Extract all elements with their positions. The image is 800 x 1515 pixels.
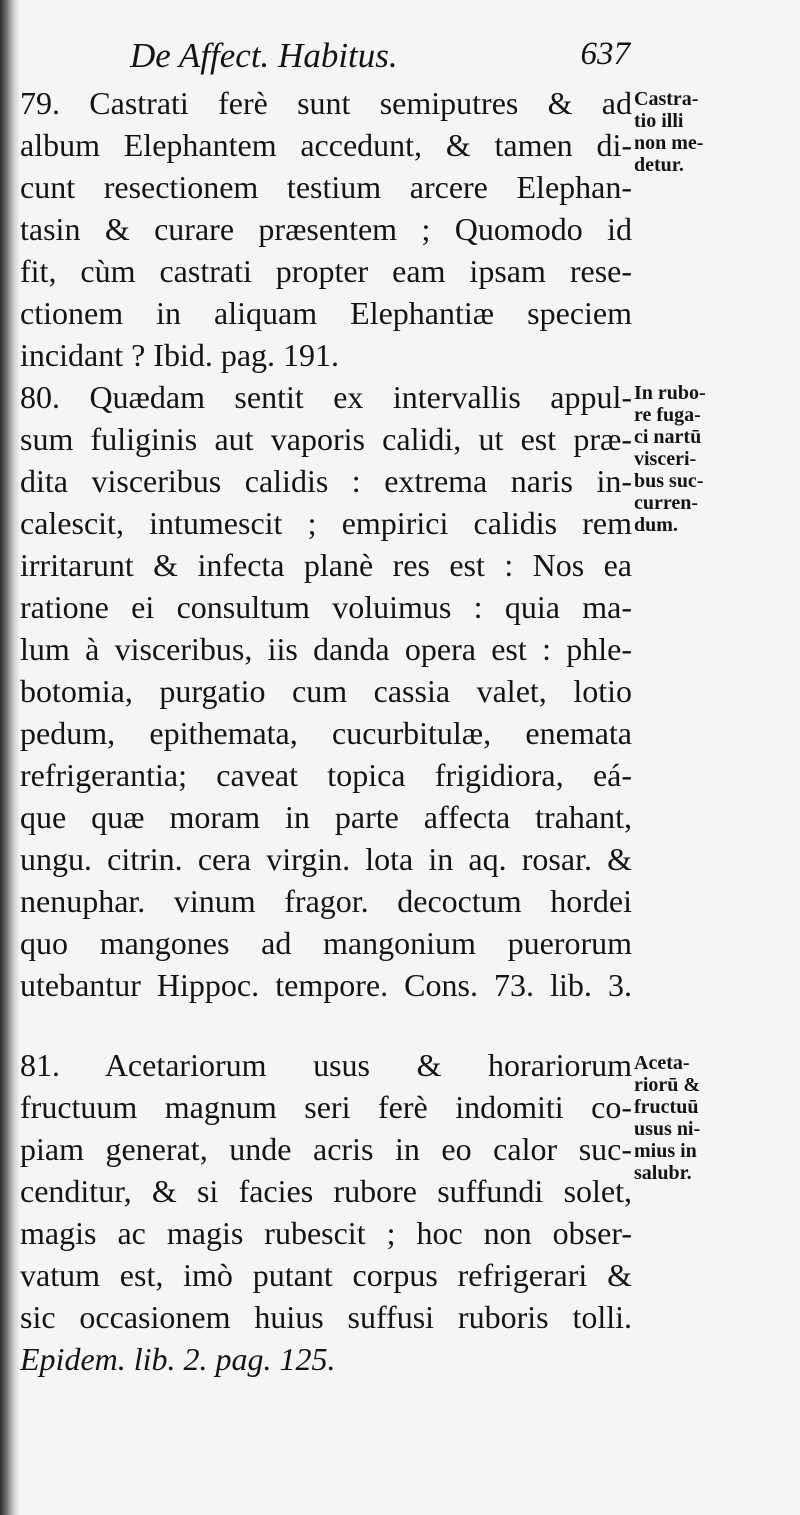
margin-note-castratio — [634, 88, 784, 176]
page-gutter-shadow — [0, 0, 20, 1515]
page-header — [130, 36, 630, 82]
text-line: piam generat, unde acris in eo calor suc- — [20, 1131, 632, 1167]
text-line: refrigerantia; caveat topica frigidiora, eá- — [20, 757, 632, 793]
running-title: De Affect. Habitus. — [130, 36, 398, 75]
margin-note-line: ci nartū — [634, 426, 702, 448]
text-line: lum à visceribus, iis danda opera est : phle- — [20, 631, 632, 667]
text-line: 81. Acetariorum usus & horariorum — [20, 1047, 632, 1083]
text-line: botomia, purgatio cum cassia valet, lotio — [20, 673, 632, 709]
margin-note-line: non me- — [634, 132, 704, 154]
text-line: ungu. citrin. cera virgin. lota in aq. rosar. & — [20, 841, 632, 877]
paragraph-80 — [20, 376, 632, 1006]
text-line: irritarunt & infecta planè res est : Nos ea — [20, 547, 632, 583]
margin-note-line: detur. — [634, 154, 684, 176]
margin-note-line: bus suc- — [634, 470, 704, 492]
margin-note-line: re fuga- — [634, 404, 701, 426]
text-line: album Elephantem accedunt, & tamen di- — [20, 127, 632, 163]
text-line: fructuum magnum seri ferè indomiti co- — [20, 1089, 632, 1125]
text-line: fit, cùm castrati propter eam ipsam rese- — [20, 253, 632, 289]
text-line: cenditur, & si facies rubore suffundi solet, — [20, 1173, 632, 1209]
paragraph-81 — [20, 1044, 632, 1380]
text-line: sic occasionem huius suffusi ruboris tolli. — [20, 1299, 632, 1335]
text-line: quo mangones ad mangonium puerorum — [20, 925, 632, 961]
main-text — [20, 82, 632, 1380]
margin-note-line: mius in — [634, 1140, 697, 1162]
text-line: cunt resectionem testium arcere Elephan- — [20, 169, 632, 205]
text-line: magis ac magis rubescit ; hoc non obser- — [20, 1215, 632, 1251]
margin-note-acetaria — [634, 1052, 784, 1184]
margin-note-line: fructuū — [634, 1096, 699, 1118]
paragraph-79 — [20, 82, 632, 376]
text-line: utebantur Hippoc. tempore. Cons. 73. lib. 3. — [20, 967, 632, 1003]
margin-note-line: dum. — [634, 514, 678, 536]
text-line: ctionem in aliquam Elephantiæ speciem — [20, 295, 632, 331]
text-line: 80. Quædam sentit ex intervallis appul- — [20, 379, 632, 415]
margin-note-line: Aceta- — [634, 1052, 690, 1074]
text-line: 79. Castrati ferè sunt semiputres & ad — [20, 85, 632, 121]
text-line: nenuphar. vinum fragor. decoctum hordei — [20, 883, 632, 919]
margin-note-line: riorū & — [634, 1074, 701, 1096]
text-line: Epidem. lib. 2. pag. 125. — [20, 1341, 336, 1377]
text-line: dita visceribus calidis : extrema naris in- — [20, 463, 632, 499]
text-line: calescit, intumescit ; empirici calidis rem — [20, 505, 632, 541]
text-line: sum fuliginis aut vaporis calidi, ut est præ- — [20, 421, 632, 457]
text-line: tasin & curare præsentem ; Quomodo id — [20, 211, 632, 247]
margin-note-line: Castra- — [634, 88, 699, 110]
text-line: ratione ei consultum voluimus : quia ma- — [20, 589, 632, 625]
margin-note-line: salubr. — [634, 1162, 692, 1184]
margin-note-line: tio illi — [634, 110, 684, 132]
margin-note-line: curren- — [634, 492, 699, 514]
text-line: incidant ? Ibid. pag. 191. — [20, 337, 340, 373]
text-line: pedum, epithemata, cucurbitulæ, enemata — [20, 715, 632, 751]
text-line: que quæ moram in parte affecta trahant, — [20, 799, 632, 835]
margin-note-line: visceri- — [634, 448, 697, 470]
text-line: vatum est, imò putant corpus refrigerari & — [20, 1257, 632, 1293]
paragraph-gap — [20, 1006, 632, 1044]
page-number: 637 — [580, 36, 630, 72]
margin-note-line: usus ni- — [634, 1118, 701, 1140]
margin-note-rubore — [634, 382, 784, 536]
margin-note-line: In rubo- — [634, 382, 706, 404]
